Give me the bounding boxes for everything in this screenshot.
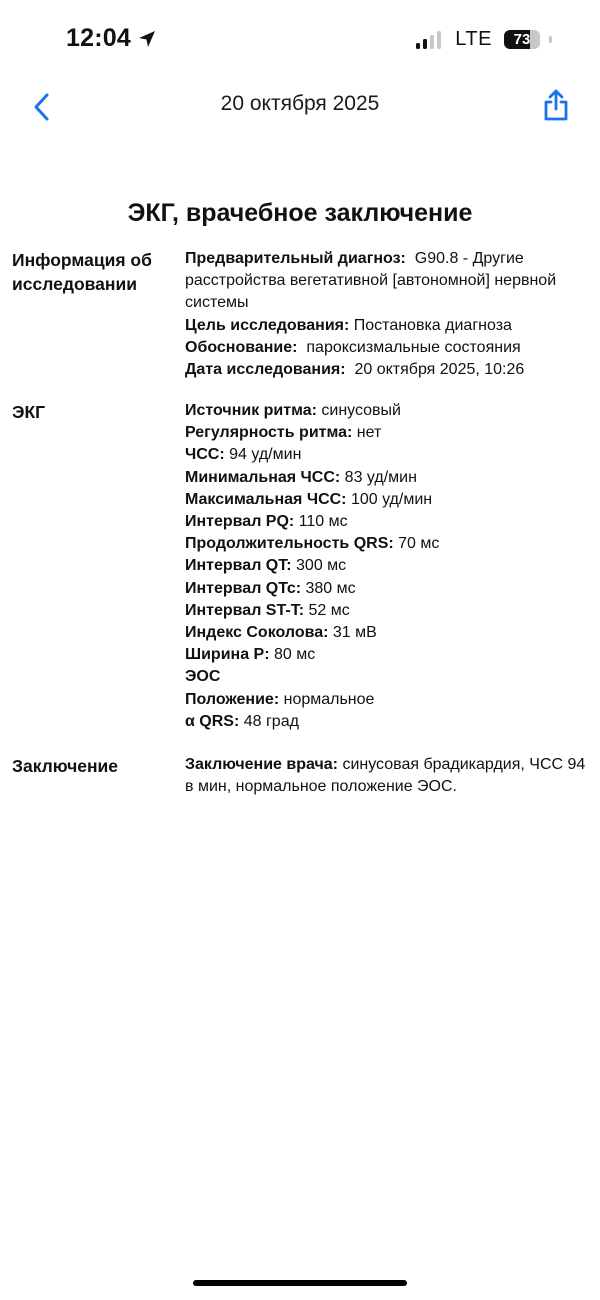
time-text: 12:04 <box>66 24 131 52</box>
field-qrs-duration <box>185 533 592 555</box>
field-value: нет <box>352 424 382 442</box>
field-value: 83 уд/мин <box>340 468 417 486</box>
field-value: нормальное <box>279 690 375 708</box>
field-key: Интервал PQ: <box>185 513 295 531</box>
field-value: 100 уд/мин <box>346 490 433 508</box>
network-type: LTE <box>455 28 492 50</box>
section-body <box>185 248 592 381</box>
field-value: 70 мс <box>393 535 440 553</box>
field-pq-interval <box>185 511 592 533</box>
section-conclusion <box>12 754 592 798</box>
field-doctor-conclusion <box>185 754 592 798</box>
field-key: Заключение врача: <box>185 756 338 773</box>
field-qtc-interval <box>185 578 592 600</box>
section-label: Информация об исследовании <box>12 250 152 294</box>
field-key: Индекс Соколова: <box>185 624 329 642</box>
cellular-signal-icon <box>416 31 441 49</box>
field-key: Интервал QTc: <box>185 579 302 597</box>
section-study-info <box>12 248 592 381</box>
navigation-bar <box>0 82 600 130</box>
field-value: 20 октября 2025, 10:26 <box>345 361 525 379</box>
field-study-date <box>185 359 592 381</box>
home-indicator[interactable] <box>193 1280 407 1286</box>
field-key: Обоснование: <box>185 338 298 356</box>
field-value: 110 мс <box>294 513 348 531</box>
field-value: 80 мс <box>269 646 316 664</box>
battery-tip <box>549 36 552 43</box>
battery-icon <box>504 30 540 49</box>
status-time <box>66 24 157 53</box>
document-title: ЭКГ, врачебное заключение <box>127 199 473 227</box>
status-bar <box>0 0 600 80</box>
field-max-heart-rate <box>185 489 592 511</box>
field-key: Предварительный диагноз: <box>185 250 406 267</box>
field-eos-header <box>185 666 592 688</box>
field-key: ЧСС: <box>185 446 225 464</box>
field-value: синусовая брадикардия, ЧСС 94 в мин, нормальное положение ЭОС. <box>185 756 590 796</box>
field-value: G90.8 - Другие расстройства вегетативной [автономной] нервной системы <box>185 250 561 312</box>
nav-title: 20 октября 2025 <box>220 92 380 115</box>
location-arrow-icon <box>137 29 157 49</box>
field-key: Минимальная ЧСС: <box>185 468 341 486</box>
share-button[interactable] <box>542 88 570 122</box>
field-value: 31 мВ <box>328 624 377 642</box>
field-key: Интервал ST-T: <box>185 601 305 619</box>
field-key: Цель исследования: <box>185 316 350 334</box>
field-st-t-interval <box>185 600 592 622</box>
section-ecg <box>12 400 592 733</box>
field-value: 300 мс <box>291 557 347 575</box>
field-eos-position <box>185 689 592 711</box>
field-min-heart-rate <box>185 467 592 489</box>
field-p-width <box>185 644 592 666</box>
field-rhythm-regularity <box>185 422 592 444</box>
field-alpha-qrs <box>185 711 592 733</box>
field-key: α QRS: <box>185 712 240 730</box>
field-key: Источник ритма: <box>185 402 317 419</box>
field-value: 52 мс <box>304 601 350 619</box>
status-indicators <box>416 28 552 51</box>
field-value: 94 уд/мин <box>224 446 302 464</box>
field-key: ЭОС <box>185 668 221 686</box>
field-key: Максимальная ЧСС: <box>185 490 347 508</box>
section-label: Заключение <box>12 756 119 776</box>
section-body <box>185 400 592 733</box>
field-value: синусовый <box>316 402 401 419</box>
field-rationale <box>185 337 592 359</box>
field-key: Дата исследования: <box>185 361 346 379</box>
field-value: пароксизмальные состояния <box>297 338 521 356</box>
section-label: ЭКГ <box>12 402 46 422</box>
field-key: Ширина P: <box>185 646 270 664</box>
field-study-purpose <box>185 315 592 337</box>
field-value: 48 град <box>239 712 299 730</box>
field-heart-rate <box>185 444 592 466</box>
share-icon <box>542 88 570 122</box>
field-sokolow-index <box>185 622 592 644</box>
section-body <box>185 754 592 798</box>
field-key: Регулярность ритма: <box>185 424 353 442</box>
field-key: Продолжительность QRS: <box>185 535 394 553</box>
field-key: Интервал QT: <box>185 557 292 575</box>
field-key: Положение: <box>185 690 280 708</box>
field-value: Постановка диагноза <box>349 316 512 334</box>
field-qt-interval <box>185 555 592 577</box>
battery-percent: 73 <box>513 31 531 48</box>
field-value: 380 мс <box>301 579 356 597</box>
field-preliminary-diagnosis <box>185 248 592 315</box>
field-rhythm-source <box>185 400 592 422</box>
